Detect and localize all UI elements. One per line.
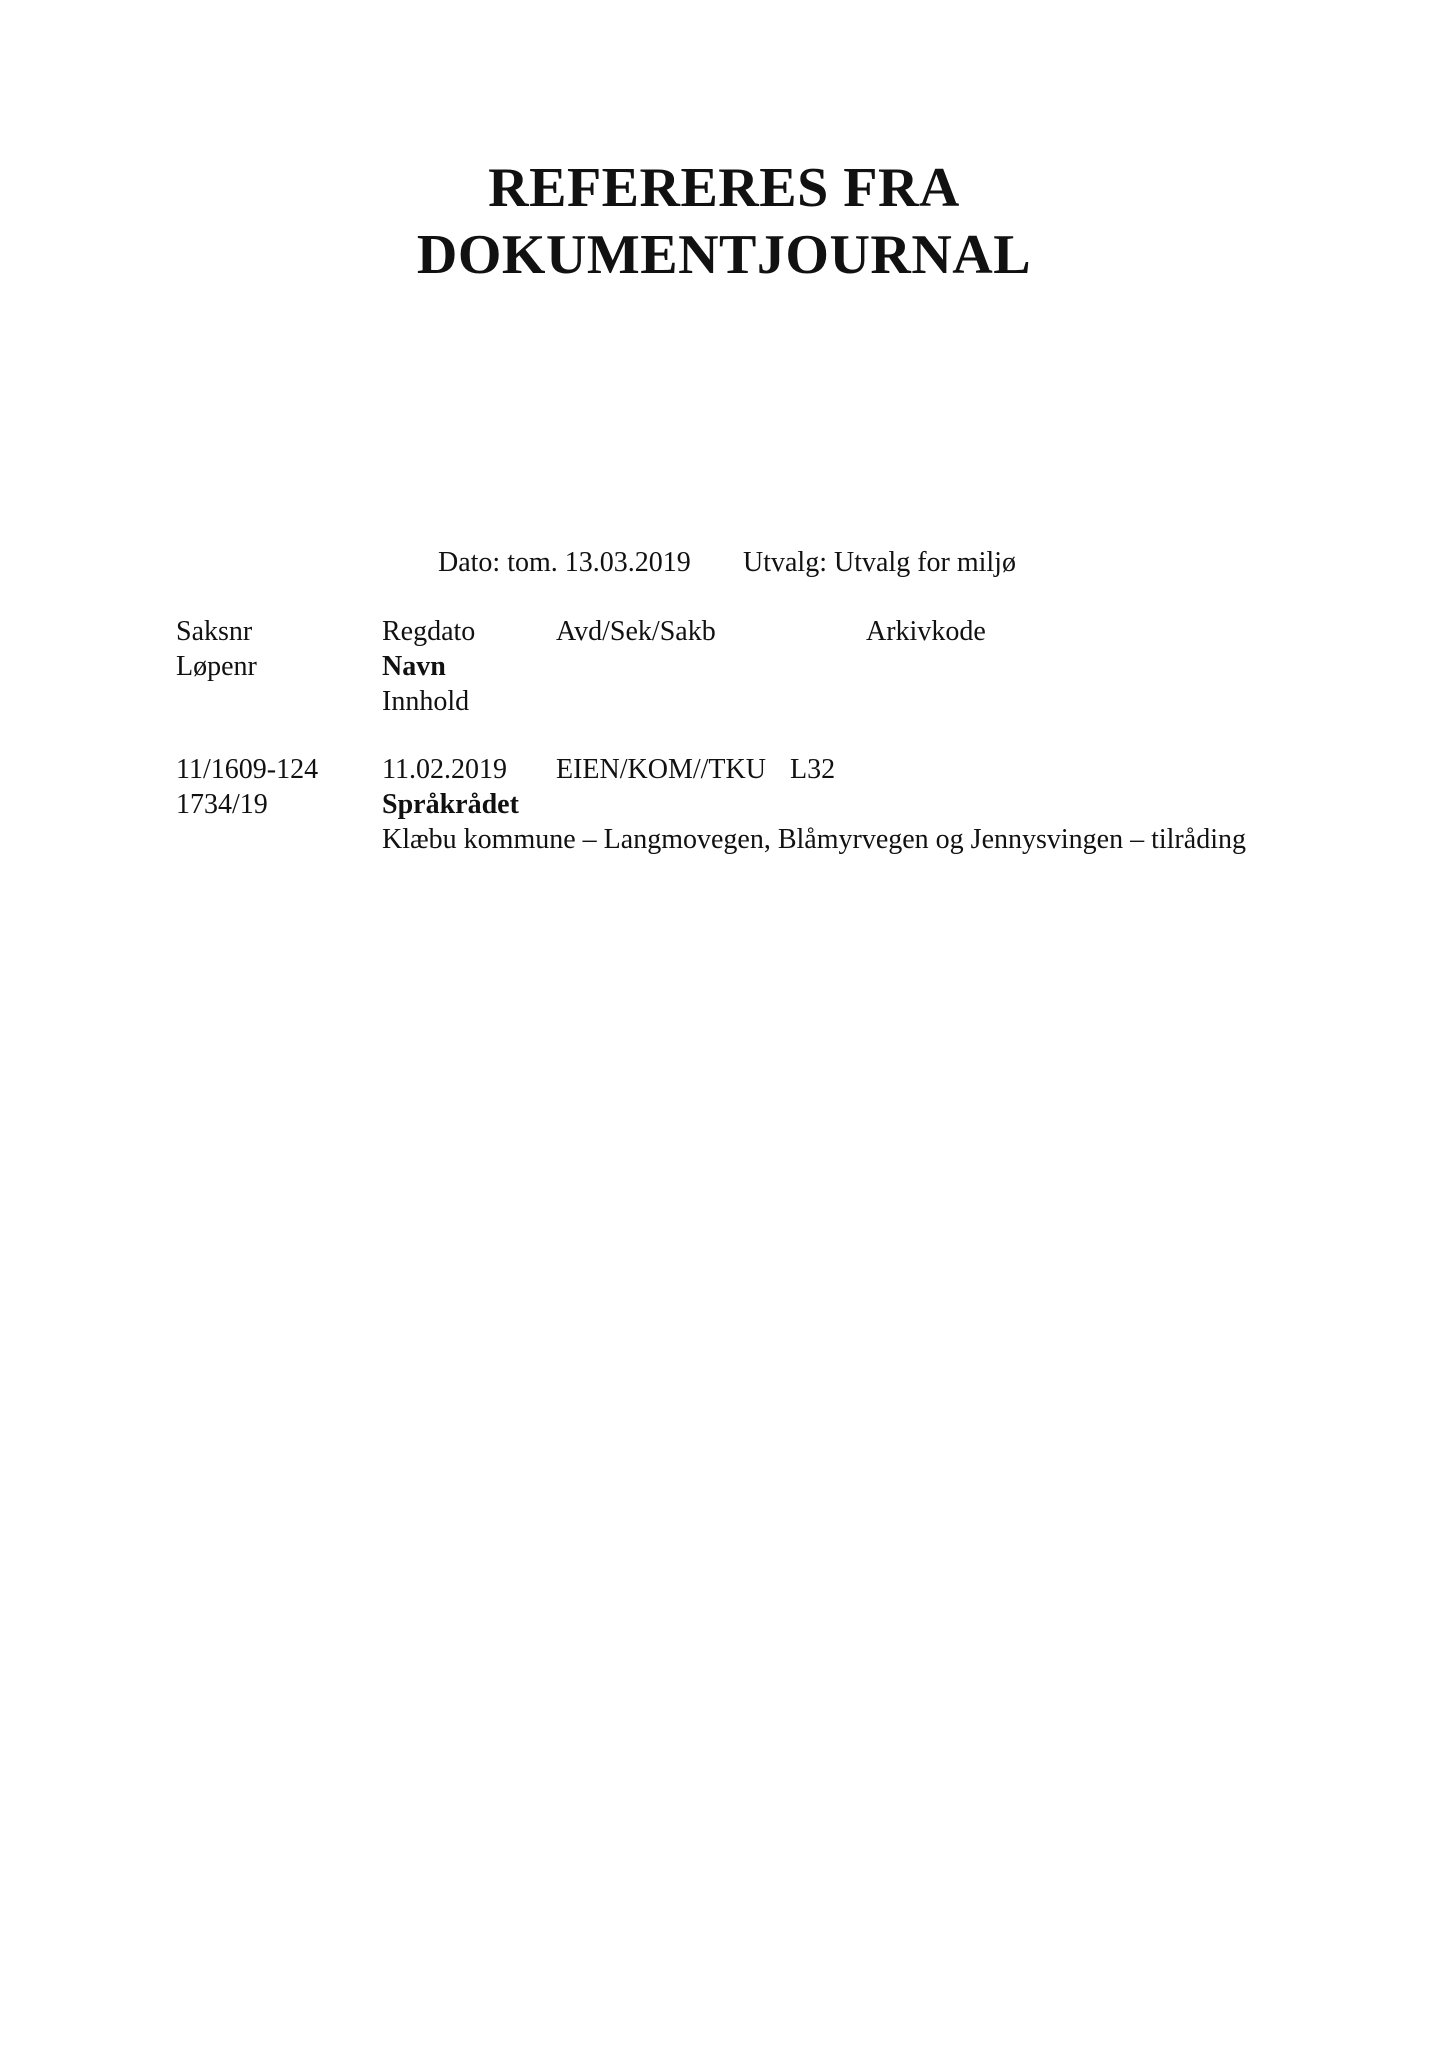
entry-navn: Språkrådet <box>382 789 519 820</box>
entry-arkivkode: L32 <box>790 754 836 785</box>
header-navn: Navn <box>382 651 446 682</box>
date-label: Dato: tom. 13.03.2019 <box>438 547 691 578</box>
header-regdato: Regdato <box>382 616 476 647</box>
header-saksnr: Saksnr <box>176 616 253 647</box>
header-innhold: Innhold <box>382 686 470 717</box>
committee-label: Utvalg: Utvalg for miljø <box>743 547 1016 578</box>
entry-saksnr: 11/1609-124 <box>176 754 319 785</box>
header-lopenr: Løpenr <box>176 651 257 682</box>
document-title-line-1: REFERERES FRA <box>488 157 960 219</box>
entry-innhold: Klæbu kommune – Langmovegen, Blåmyrvegen og Jennysvingen – tilråding <box>382 824 1246 855</box>
document-title-line-2: DOKUMENTJOURNAL <box>416 224 1032 286</box>
entry-lopenr: 1734/19 <box>176 789 268 820</box>
header-avd-sek-sakb: Avd/Sek/Sakb <box>556 616 716 647</box>
entry-avd-sek-sakb: EIEN/KOM//TKU <box>556 754 766 785</box>
header-arkivkode: Arkivkode <box>866 616 986 647</box>
entry-regdato: 11.02.2019 <box>382 754 507 785</box>
